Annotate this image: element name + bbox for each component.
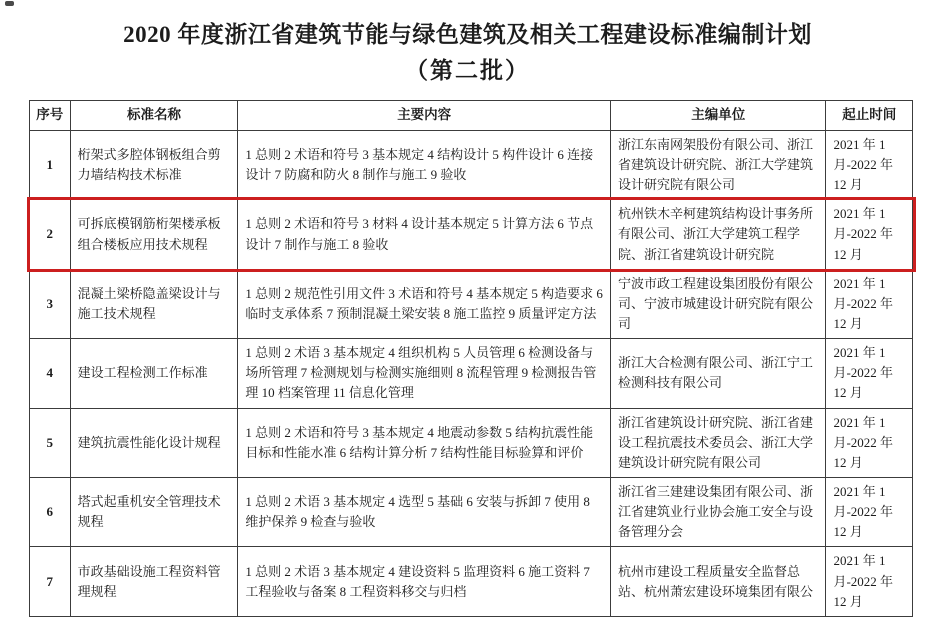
standard-name-cell: 建设工程检测工作标准 [70, 339, 238, 408]
start-end-time-cell: 2021 年 1 月-2022 年 12 月 [826, 408, 913, 477]
table-row [30, 478, 913, 547]
chief-editor-unit-cell: 浙江大合检测有限公司、浙江宁工检测科技有限公司 [611, 339, 826, 408]
main-content-cell: 1 总则 2 术语和符号 3 基本规定 4 地震动参数 5 结构抗震性能目标和性能水准 6 结构计算分析 7 结构性能目标验算和评价 [238, 408, 611, 477]
standard-name-cell: 可拆底模钢筋桁架楼承板组合楼板应用技术规程 [70, 200, 238, 269]
start-end-time-cell: 2021 年 1 月-2022 年 12 月 [826, 478, 913, 547]
chief-editor-unit-cell: 宁波市政工程建设集团股份有限公司、宁波市城建设计研究院有限公司 [611, 269, 826, 338]
table-row [30, 547, 913, 616]
start-end-time-cell: 2021 年 1 月-2022 年 12 月 [826, 200, 913, 269]
main-content-cell: 1 总则 2 术语和符号 3 材料 4 设计基本规定 5 计算方法 6 节点设计 7 制作与施工 8 验收 [238, 200, 611, 269]
start-end-time-cell: 2021 年 1 月-2022 年 12 月 [826, 547, 913, 616]
serial-number-cell: 6 [30, 478, 71, 547]
chief-editor-unit-cell: 杭州铁木辛柯建筑结构设计事务所有限公司、浙江大学建筑工程学院、浙江省建筑设计研究院 [611, 200, 826, 269]
main-content-cell: 1 总则 2 术语和符号 3 基本规定 4 结构设计 5 构件设计 6 连接设计 7 防腐和防火 8 制作与施工 9 验收 [238, 130, 611, 199]
standards-plan-table [29, 100, 913, 617]
col-header-serial-number: 序号 [30, 101, 71, 131]
standard-name-cell: 市政基础设施工程资料管理规程 [70, 547, 238, 616]
document-title [0, 0, 935, 86]
serial-number-cell: 4 [30, 339, 71, 408]
main-content-cell: 1 总则 2 术语 3 基本规定 4 选型 5 基础 6 安装与拆卸 7 使用 8 维护保养 9 检查与验收 [238, 478, 611, 547]
title-line-1: 2020 年度浙江省建筑节能与绿色建筑及相关工程建设标准编制计划 [123, 22, 812, 47]
serial-number-cell: 5 [30, 408, 71, 477]
serial-number-cell: 1 [30, 130, 71, 199]
start-end-time-cell: 2021 年 1 月-2022 年 12 月 [826, 339, 913, 408]
title-line-2: （第二批） [405, 58, 530, 83]
scan-corner-artifact [5, 1, 14, 6]
main-content-cell: 1 总则 2 术语 3 基本规定 4 组织机构 5 人员管理 6 检测设备与场所管理 7 检测规划与检测实施细则 8 流程管理 9 检测报告管理 10 档案管理 11 信息化管理 [238, 339, 611, 408]
col-header-start-end-time: 起止时间 [826, 101, 913, 131]
serial-number-cell: 7 [30, 547, 71, 616]
main-content-cell: 1 总则 2 术语 3 基本规定 4 建设资料 5 监理资料 6 施工资料 7 工程验收与备案 8 工程资料移交与归档 [238, 547, 611, 616]
serial-number-cell: 2 [30, 200, 71, 269]
chief-editor-unit-cell: 浙江东南网架股份有限公司、浙江省建筑设计研究院、浙江大学建筑设计研究院有限公司 [611, 130, 826, 199]
table-row [30, 269, 913, 338]
serial-number-cell: 3 [30, 269, 71, 338]
col-header-standard-name: 标准名称 [70, 101, 238, 131]
table-header-row [30, 101, 913, 131]
chief-editor-unit-cell: 浙江省建筑设计研究院、浙江省建设工程抗震技术委员会、浙江大学建筑设计研究院有限公司 [611, 408, 826, 477]
table-row-highlighted [30, 200, 913, 269]
table-row [30, 339, 913, 408]
col-header-main-content: 主要内容 [238, 101, 611, 131]
standard-name-cell: 建筑抗震性能化设计规程 [70, 408, 238, 477]
standard-name-cell: 混凝土梁桥隐盖梁设计与施工技术规程 [70, 269, 238, 338]
col-header-chief-editor-unit: 主编单位 [611, 101, 826, 131]
main-content-cell: 1 总则 2 规范性引用文件 3 术语和符号 4 基本规定 5 构造要求 6 临时支承体系 7 预制混凝土梁安装 8 施工监控 9 质量评定方法 [238, 269, 611, 338]
table-row [30, 408, 913, 477]
standard-name-cell: 塔式起重机安全管理技术规程 [70, 478, 238, 547]
chief-editor-unit-cell: 浙江省三建建设集团有限公司、浙江省建筑业行业协会施工安全与设备管理分会 [611, 478, 826, 547]
start-end-time-cell: 2021 年 1 月-2022 年 12 月 [826, 269, 913, 338]
standard-name-cell: 桁架式多腔体钢板组合剪力墙结构技术标准 [70, 130, 238, 199]
start-end-time-cell: 2021 年 1 月-2022 年 12 月 [826, 130, 913, 199]
chief-editor-unit-cell: 杭州市建设工程质量安全监督总站、杭州萧宏建设环境集团有限公 [611, 547, 826, 616]
table-row [30, 130, 913, 199]
